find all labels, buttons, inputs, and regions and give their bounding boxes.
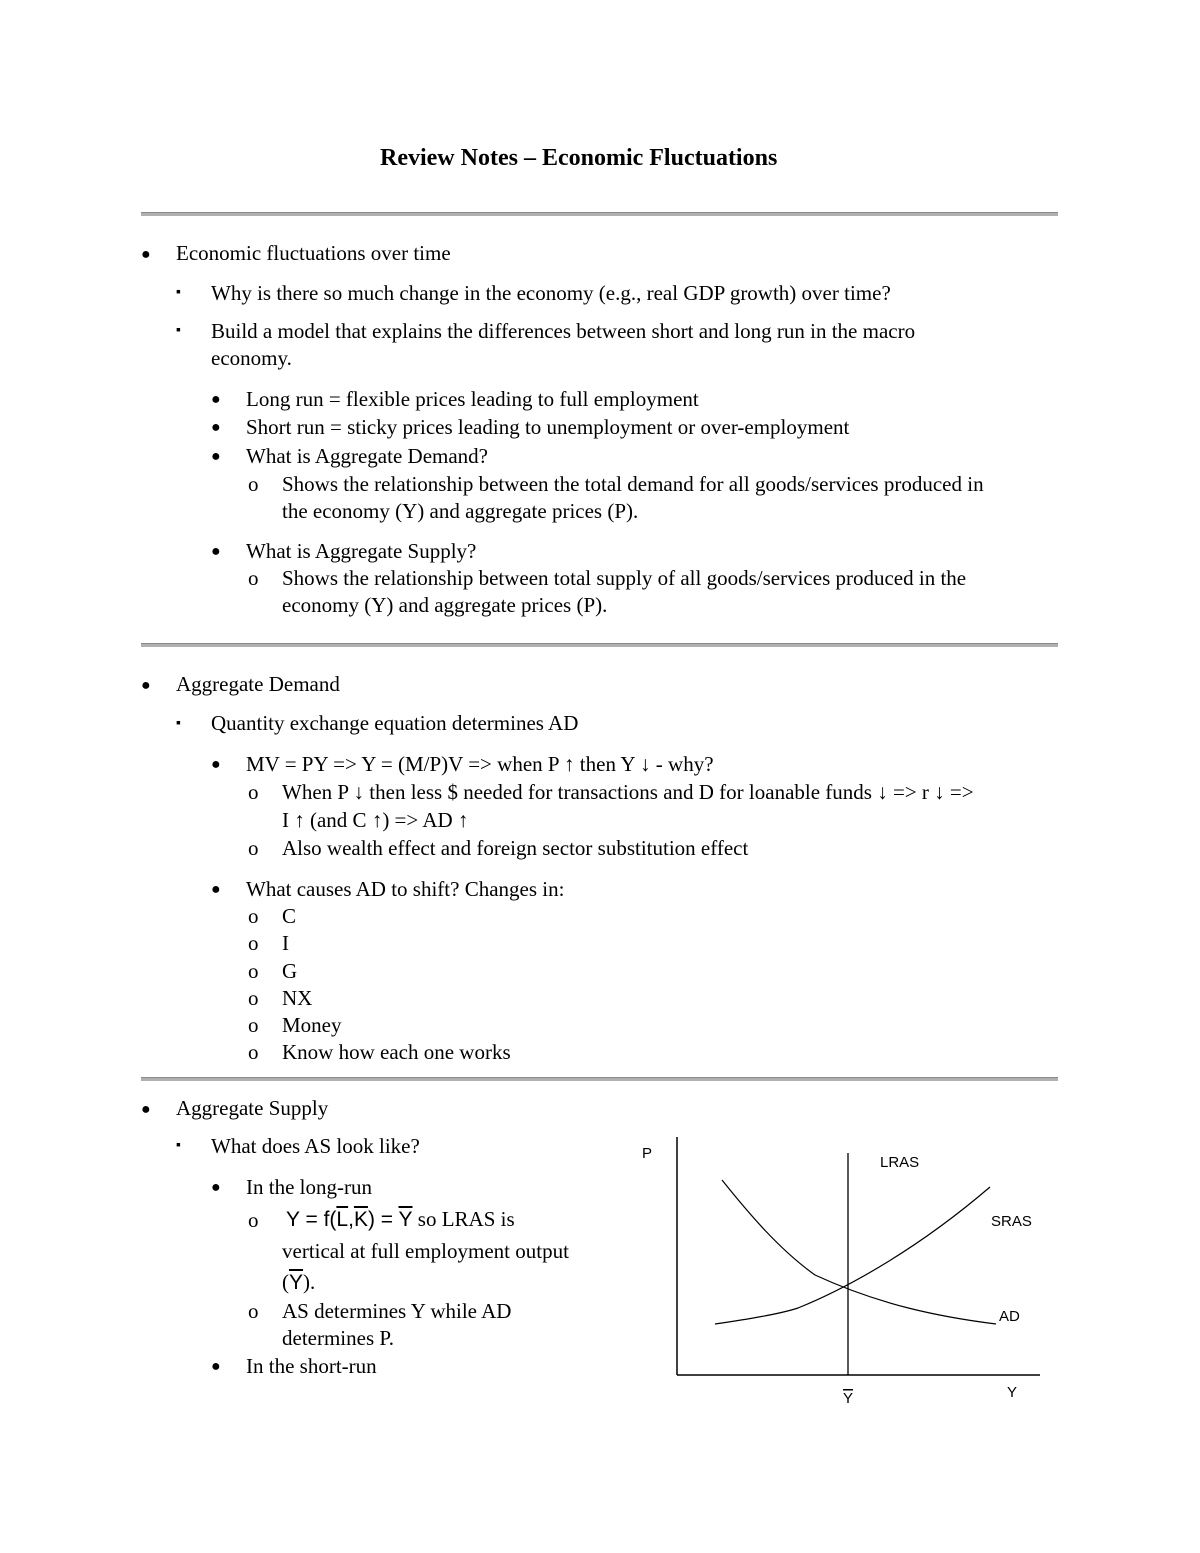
bullet-circle: o: [248, 780, 259, 804]
bullet-square: ▪: [176, 323, 181, 338]
bullet-circle: o: [248, 1013, 259, 1037]
eq-f: = f(: [299, 1208, 337, 1231]
shift-item: Know how each one works: [282, 1040, 511, 1064]
short-run-text: Short run = sticky prices leading to unemployment or over-employment: [246, 415, 850, 439]
eq-ybar: $\overline{Y}$: [398, 1208, 413, 1231]
ybar-tick-label: Y: [843, 1390, 854, 1407]
ad-shift-question: What causes AD to shift? Changes in:: [246, 877, 565, 901]
section-heading-ad: Aggregate Demand: [176, 672, 340, 696]
y-axis-label: Y: [1007, 1384, 1018, 1401]
bullet-square: ▪: [176, 1138, 181, 1153]
bullet-disc: ●: [141, 677, 151, 694]
vertical-line-text: vertical at full employment output: [282, 1239, 569, 1263]
eq-k-bar: $\overline{K}$: [353, 1208, 368, 1231]
ad-as-chart: [630, 1125, 1060, 1415]
why-line-1: When P ↓ then less $ needed for transactions and D for loanable funds ↓ => r ↓ =>: [282, 780, 974, 804]
bullet-disc: ●: [141, 1101, 151, 1118]
p-axis-label: P: [642, 1145, 653, 1162]
bullet-circle: o: [248, 566, 259, 590]
bullet-disc: ●: [211, 1358, 221, 1375]
bullet-circle: o: [248, 472, 259, 496]
bullet-disc: ●: [211, 391, 221, 408]
section-heading-as: Aggregate Supply: [176, 1096, 329, 1120]
page-title: Review Notes – Economic Fluctuations: [380, 145, 778, 171]
bullet-disc: ●: [211, 419, 221, 436]
model-line-2: economy.: [211, 346, 292, 370]
section-divider: [141, 643, 1058, 647]
eq-tail: so LRAS is: [412, 1207, 515, 1231]
long-run-heading: In the long-run: [246, 1175, 372, 1199]
ybar: $\overline{Y}$: [289, 1271, 304, 1294]
eq-comma: ,: [348, 1208, 354, 1231]
section-divider: [141, 212, 1058, 216]
section-heading-fluctuations: Economic fluctuations over time: [176, 241, 451, 265]
ad-question: What is Aggregate Demand?: [246, 444, 488, 468]
long-run-text: Long run = flexible prices leading to full employment: [246, 387, 699, 411]
bullet-circle: o: [248, 959, 259, 983]
ad-answer-line-2: the economy (Y) and aggregate prices (P).: [282, 499, 639, 523]
exchange-equation-heading: Quantity exchange equation determines AD: [211, 711, 579, 735]
as-question: What is Aggregate Supply?: [246, 539, 477, 563]
bullet-circle: o: [248, 1299, 259, 1323]
shift-item: C: [282, 904, 297, 928]
bullet-disc: ●: [141, 246, 151, 263]
bullet-circle: o: [248, 1040, 259, 1064]
exchange-equation: MV = PY => Y = (M/P)V => when P ↑ then Y ↓ - why?: [246, 752, 714, 776]
full-employment-output: [282, 1272, 315, 1293]
bullet-disc: ●: [211, 881, 221, 898]
ad-curve: [722, 1180, 996, 1324]
determines-line-2: determines P.: [282, 1326, 394, 1350]
wealth-effect: Also wealth effect and foreign sector substitution effect: [282, 836, 749, 860]
bullet-circle: o: [248, 986, 259, 1010]
bullet-circle: o: [248, 931, 259, 955]
sras-curve: [715, 1187, 990, 1324]
bullet-circle: o: [248, 904, 259, 928]
ad-label: AD: [999, 1308, 1020, 1325]
bullet-circle: o: [248, 1208, 259, 1232]
why-line-2: I ↑ (and C ↑) => AD ↑: [282, 808, 469, 832]
question-change: Why is there so much change in the economy (e.g., real GDP growth) over time?: [211, 281, 891, 305]
as-shape-question: What does AS look like?: [211, 1134, 420, 1158]
bullet-disc: ●: [211, 448, 221, 465]
eq-l-bar: $\overline{L}$: [336, 1208, 349, 1231]
eq-y: Y: [286, 1208, 300, 1231]
shift-item: G: [282, 959, 298, 983]
determines-line-1: AS determines Y while AD: [282, 1299, 512, 1323]
paren-close: ).: [303, 1270, 316, 1294]
ad-answer-line-1: Shows the relationship between the total demand for all goods/services produced in: [282, 472, 984, 496]
eq-mid: ) =: [367, 1208, 399, 1231]
bullet-square: ▪: [176, 285, 181, 300]
bullet-square: ▪: [176, 716, 181, 731]
section-divider: [141, 1077, 1058, 1081]
shift-item: Money: [282, 1013, 342, 1037]
sras-label: SRAS: [991, 1213, 1032, 1230]
bullet-disc: ●: [211, 1179, 221, 1196]
as-answer-line-1: Shows the relationship between total supply of all goods/services produced in the: [282, 566, 967, 590]
as-answer-line-2: economy (Y) and aggregate prices (P).: [282, 593, 608, 617]
bullet-disc: ●: [211, 756, 221, 773]
paren-open: (: [282, 1270, 289, 1294]
bullet-disc: ●: [211, 543, 221, 560]
model-line-1: Build a model that explains the differences between short and long run in the macro: [211, 319, 916, 343]
shift-item: NX: [282, 986, 313, 1010]
shift-item: I: [282, 931, 289, 955]
bullet-circle: o: [248, 836, 259, 860]
lras-equation: [286, 1209, 515, 1230]
lras-label: LRAS: [880, 1154, 920, 1171]
short-run-heading: In the short-run: [246, 1354, 377, 1378]
